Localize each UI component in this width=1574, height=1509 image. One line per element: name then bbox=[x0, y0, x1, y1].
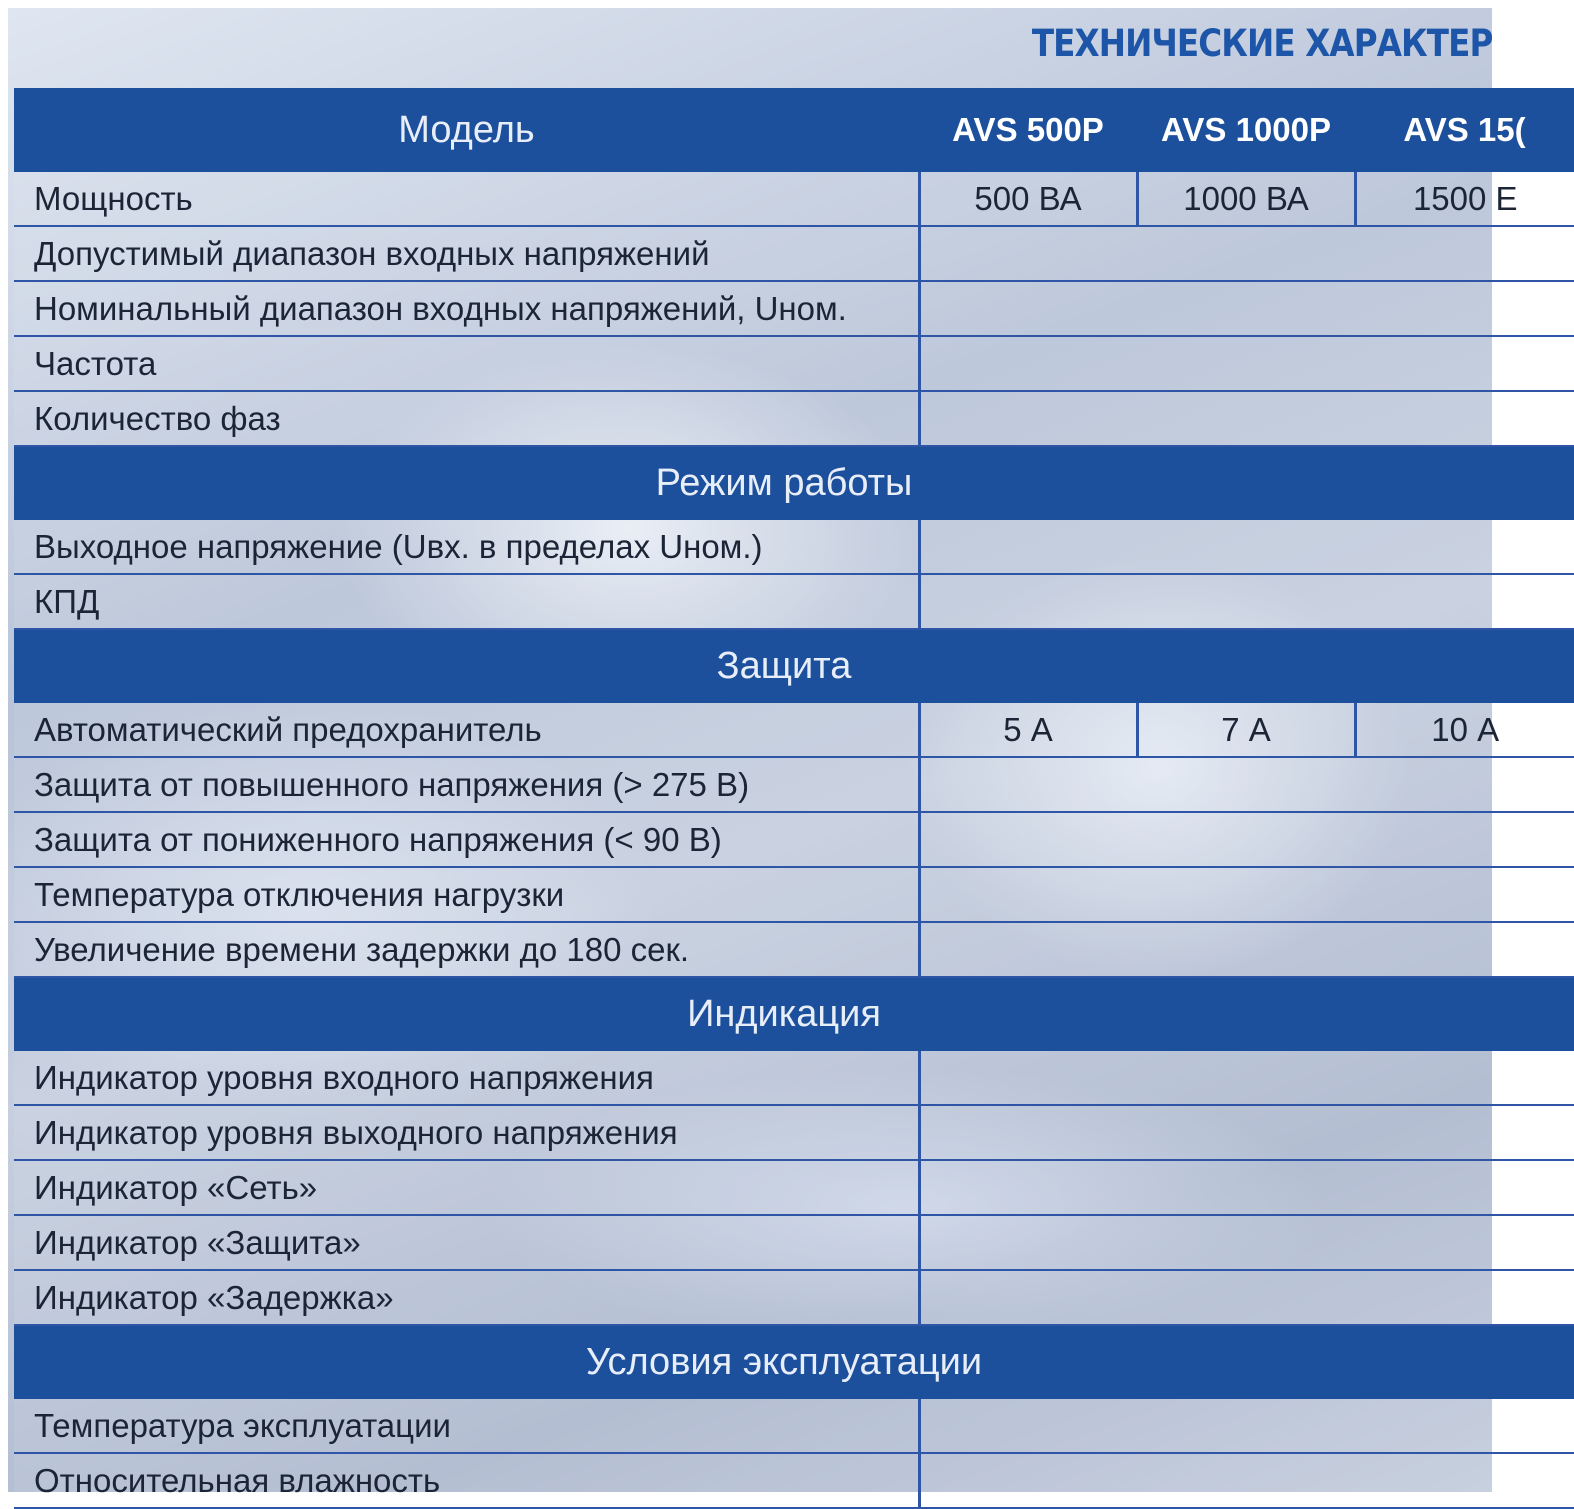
model-name: AVS 1000P bbox=[1137, 88, 1355, 172]
parameter-label: Мощность bbox=[14, 172, 919, 226]
table-row bbox=[14, 281, 1574, 336]
table-row bbox=[14, 757, 1574, 812]
parameter-label: Автоматический предохранитель bbox=[14, 703, 919, 757]
value-cell-merged bbox=[919, 812, 1574, 867]
value-cell-merged bbox=[919, 520, 1574, 574]
parameter-label: Частота bbox=[14, 336, 919, 391]
page-title: ТЕХНИЧЕСКИЕ ХАРАКТЕР bbox=[1031, 22, 1492, 65]
model-name: AVS 500P bbox=[919, 88, 1137, 172]
parameter-label: Номинальный диапазон входных напряжений, Uном. bbox=[14, 281, 919, 336]
table-row bbox=[14, 1270, 1574, 1325]
parameter-label: Увеличение времени задержки до 180 сек. bbox=[14, 922, 919, 977]
table-row bbox=[14, 1399, 1574, 1453]
value-cell-merged bbox=[919, 226, 1574, 281]
value-cell-merged bbox=[919, 574, 1574, 629]
table-row bbox=[14, 226, 1574, 281]
value-cell-merged bbox=[919, 1105, 1574, 1160]
table-row bbox=[14, 922, 1574, 977]
parameter-label: Индикатор «Сеть» bbox=[14, 1160, 919, 1215]
table-row bbox=[14, 172, 1574, 226]
value-cell-merged bbox=[919, 1399, 1574, 1453]
parameter-label: Относительная влажность bbox=[14, 1453, 919, 1508]
table-row bbox=[14, 574, 1574, 629]
value-cell-merged bbox=[919, 1270, 1574, 1325]
value-cell-merged bbox=[919, 1160, 1574, 1215]
parameter-label: Индикатор «Защита» bbox=[14, 1215, 919, 1270]
value-cell: 10 А bbox=[1355, 703, 1574, 757]
parameter-label: Защита от пониженного напряжения (< 90 В) bbox=[14, 812, 919, 867]
value-cell-merged bbox=[919, 391, 1574, 446]
table-row bbox=[14, 391, 1574, 446]
model-name: AVS 15( bbox=[1355, 88, 1574, 172]
table-row bbox=[14, 336, 1574, 391]
section-title: Условия эксплуатации bbox=[14, 1325, 1574, 1399]
section-header-row bbox=[14, 1325, 1574, 1399]
table-row bbox=[14, 1453, 1574, 1508]
value-cell-merged bbox=[919, 281, 1574, 336]
value-cell: 5 А bbox=[919, 703, 1137, 757]
section-header-row bbox=[14, 629, 1574, 703]
model-header: Модель bbox=[14, 88, 919, 172]
parameter-label: Защита от повышенного напряжения (> 275 В) bbox=[14, 757, 919, 812]
table-row bbox=[14, 1051, 1574, 1105]
table-row bbox=[14, 1160, 1574, 1215]
parameter-label: Индикатор уровня выходного напряжения bbox=[14, 1105, 919, 1160]
value-cell-merged bbox=[919, 1453, 1574, 1508]
parameter-label: Количество фаз bbox=[14, 391, 919, 446]
parameter-label: КПД bbox=[14, 574, 919, 629]
value-cell-merged bbox=[919, 336, 1574, 391]
parameter-label: Выходное напряжение (Uвх. в пределах Uном.) bbox=[14, 520, 919, 574]
table-row bbox=[14, 1105, 1574, 1160]
section-title: Индикация bbox=[14, 977, 1574, 1051]
table-row bbox=[14, 867, 1574, 922]
section-title: Защита bbox=[14, 629, 1574, 703]
value-cell: 500 ВА bbox=[919, 172, 1137, 226]
header-row bbox=[14, 88, 1574, 172]
parameter-label: Температура отключения нагрузки bbox=[14, 867, 919, 922]
value-cell: 1500 Е bbox=[1355, 172, 1574, 226]
spec-table bbox=[14, 88, 1574, 1509]
value-cell-merged bbox=[919, 1051, 1574, 1105]
value-cell: 1000 ВА bbox=[1137, 172, 1355, 226]
value-cell: 7 А bbox=[1137, 703, 1355, 757]
parameter-label: Индикатор «Задержка» bbox=[14, 1270, 919, 1325]
table-row bbox=[14, 1215, 1574, 1270]
value-cell-merged bbox=[919, 867, 1574, 922]
value-cell-merged bbox=[919, 922, 1574, 977]
table-row bbox=[14, 812, 1574, 867]
value-cell-merged bbox=[919, 1215, 1574, 1270]
parameter-label: Индикатор уровня входного напряжения bbox=[14, 1051, 919, 1105]
value-cell-merged bbox=[919, 757, 1574, 812]
parameter-label: Температура эксплуатации bbox=[14, 1399, 919, 1453]
section-header-row bbox=[14, 446, 1574, 520]
table-row bbox=[14, 520, 1574, 574]
table-row bbox=[14, 703, 1574, 757]
parameter-label: Допустимый диапазон входных напряжений bbox=[14, 226, 919, 281]
section-header-row bbox=[14, 977, 1574, 1051]
section-title: Режим работы bbox=[14, 446, 1574, 520]
spec-sheet bbox=[8, 8, 1526, 1499]
